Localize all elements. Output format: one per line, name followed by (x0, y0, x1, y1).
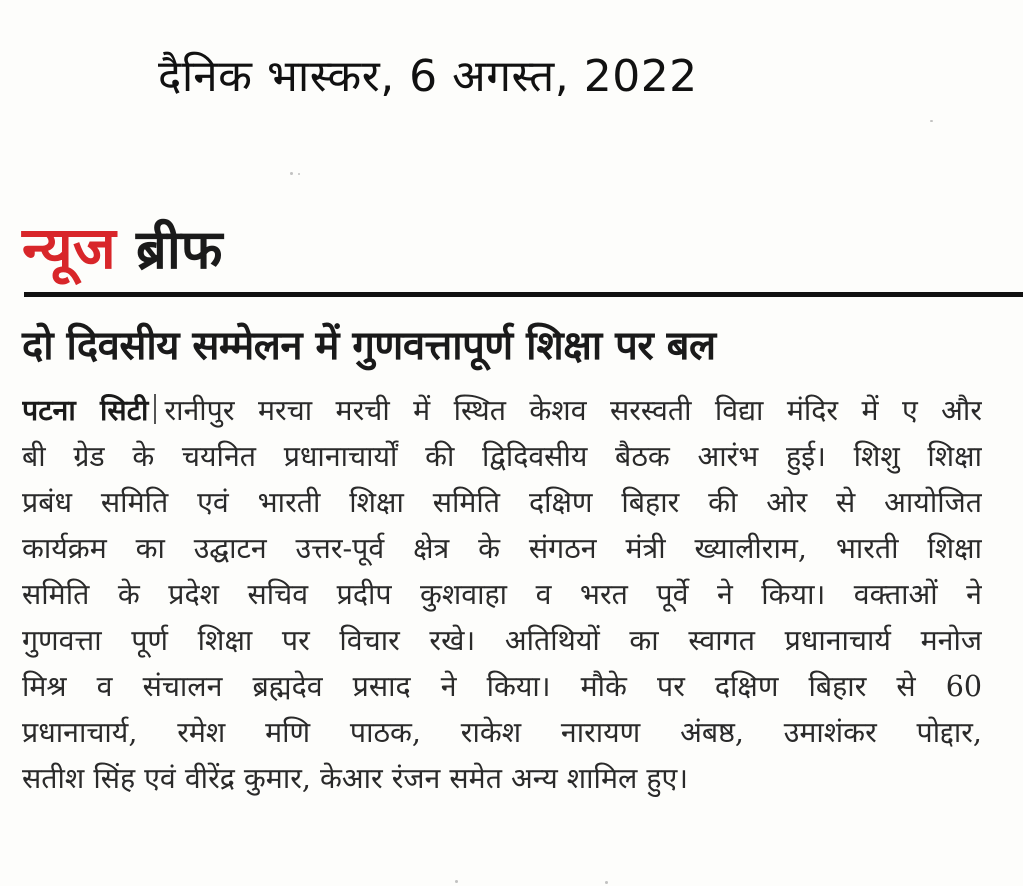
story-line: बी ग्रेड के चयनित प्रधानाचार्यों की द्विदिवसीय बैठक आरंभ हुई। शिशु शिक्षा (22, 440, 982, 473)
story-body (22, 388, 982, 802)
section-heading-brief: ब्रीफ (136, 218, 223, 281)
story-line-text: रानीपुर मरचा मरची में स्थित केशव सरस्वती विद्या मंदिर में ए और (164, 394, 982, 427)
story-line: मिश्र व संचालन ब्रह्मदेव प्रसाद ने किया। मौके पर दक्षिण बिहार से 60 (22, 670, 982, 703)
story-line: प्रबंध समिति एवं भारती शिक्षा समिति दक्षिण बिहार की ओर से आयोजित (22, 486, 982, 519)
print-speck (930, 120, 933, 122)
story-line: सतीश सिंह एवं वीरेंद्र कुमार, केआर रंजन समेत अन्य शामिल हुए। (22, 762, 689, 795)
dateline: पटना सिटी (22, 394, 149, 427)
story-line: कार्यक्रम का उद्घाटन उत्तर-पूर्व क्षेत्र के संगठन मंत्री ख्यालीराम, भारती शिक्षा (22, 532, 982, 565)
source-caption: दैनिक भास्कर, 6 अगस्त, 2022 (158, 51, 698, 102)
news-clipping (0, 180, 1023, 886)
print-speck (605, 881, 608, 884)
story-line: प्रधानाचार्य, रमेश मणि पाठक, राकेश नारायण अंबष्ठ, उमाशंकर पोद्दार, (22, 716, 982, 749)
section-heading-news: न्यूज (22, 214, 116, 282)
print-speck (298, 173, 300, 175)
story-headline: दो दिवसीय सम्मेलन में गुणवत्तापूर्ण शिक्षा पर बल (22, 323, 716, 369)
story-line: समिति के प्रदेश सचिव प्रदीप कुशवाहा व भरत पूर्वे ने किया। वक्ताओं ने (22, 578, 982, 611)
print-speck (455, 880, 458, 883)
story-line: गुणवत्ता पूर्ण शिक्षा पर विचार रखे। अतिथियों का स्वागत प्रधानाचार्य मनोज (22, 624, 982, 657)
section-heading (22, 206, 222, 285)
heading-rule (24, 292, 1023, 297)
print-speck (290, 172, 293, 175)
dateline-separator (154, 394, 156, 424)
story-line (22, 388, 982, 434)
